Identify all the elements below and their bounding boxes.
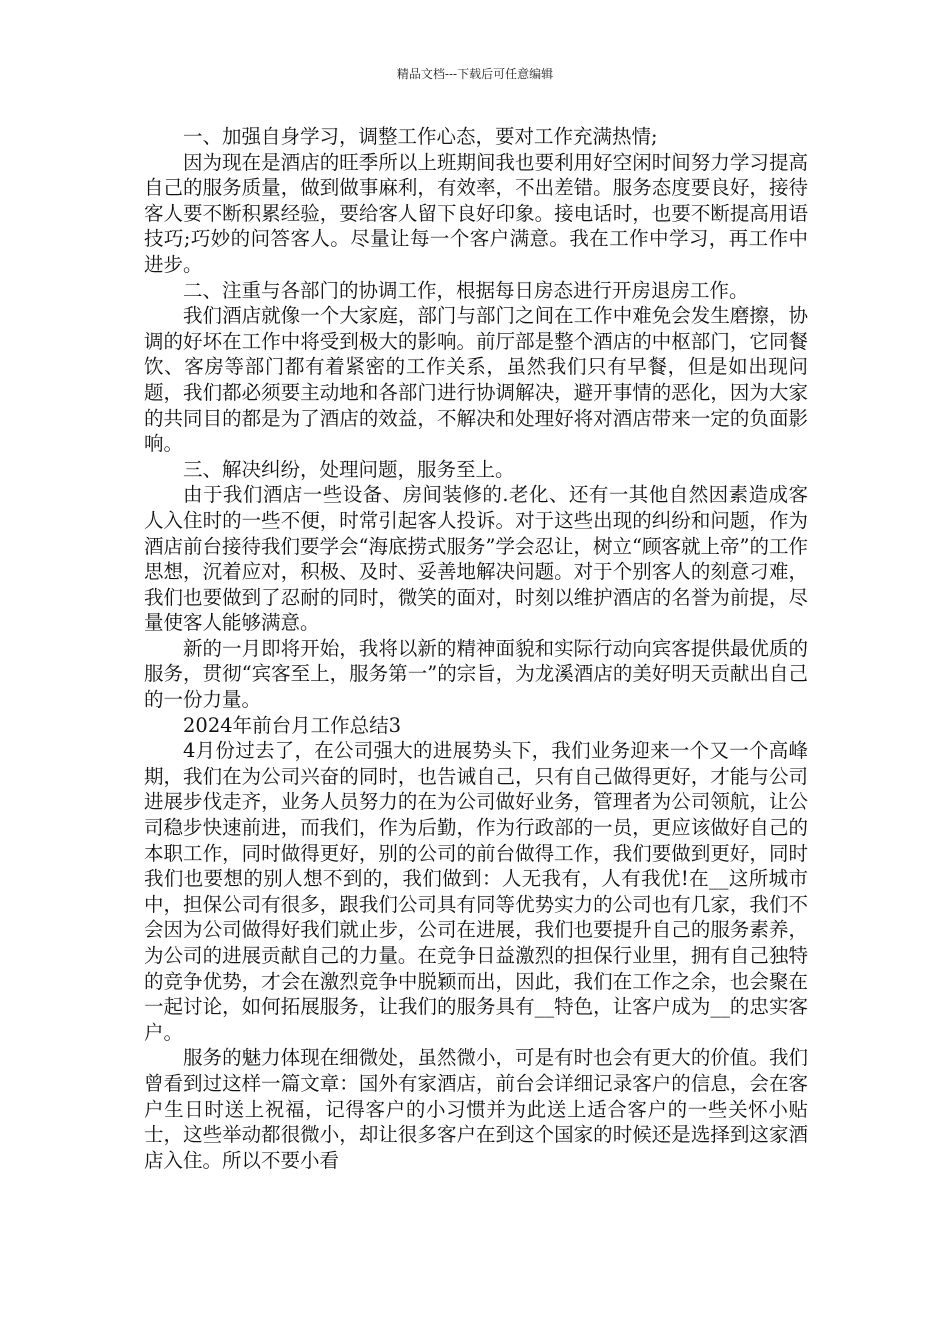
document-body [144,124,808,1173]
paragraph: 因为现在是酒店的旺季所以上班期间我也要利用好空闲时间努力学习提高自己的服务质量，做到做事麻利，有效率，不出差错。服务态度要良好，接待客人要不断积累经验，要给客人留下良好印象。接电话时，也要不断提高用语技巧;巧妙的问答客人。尽量让每一个客户满意。我在工作中学习，再工作中进步。 [144,150,808,276]
paragraph: 新的一月即将开始，我将以新的精神面貌和实际行动向宾客提供最优质的服务，贯彻“宾客至上，服务第一”的宗旨，为龙溪酒店的美好明天贡献出自己的一份力量。 [144,636,808,712]
page-header: 精品文档---下载后可任意编辑 [396,67,554,81]
section-heading-3: 三、解决纠纷，处理问题，服务至上。 [183,457,515,481]
section-heading-2: 二、注重与各部门的协调工作，根据每日房态进行开房退房工作。 [183,278,749,302]
section-heading-1: 一、加强自身学习，调整工作心态，要对工作充满热情; [183,125,658,148]
paragraph: 我们酒店就像一个大家庭，部门与部门之间在工作中难免会发生磨擦，协调的好坏在工作中将受到极大的影响。前厅部是整个酒店的中枢部门，它同餐饮、客房等部门都有着紧密的工作关系，虽然我们只有早餐，但是如出现问题，我们都必须要主动地和各部门进行协调解决，避开事情的恶化，因为大家的共同目的都是为了酒店的效益，不解决和处理好将对酒店带来一定的负面影响。 [144,304,808,456]
paragraph: 4月份过去了，在公司强大的进展势头下，我们业务迎来一个又一个高峰期，我们在为公司兴奋的同时，也告诫自己，只有自己做得更好，才能与公司进展步伐走齐，业务人员努力的在为公司做好业务，管理者为公司领航，让公司稳步快速前进，而我们，作为后勤，作为行政部的一员，更应该做好自己的本职工作，同时做得更好，别的公司的前台做得工作，我们要做到更好，同时我们也要想的别人想不到的，我们做到：人无我有，人有我优!在__这所城市中，担保公司有很多，跟我们公司具有同等优势实力的公司也有几家，我们不会因为公司做得好我们就止步，公司在进展，我们也要提升自己的服务素养，为公司的进展贡献自己的力量。在竞争日益激烈的担保行业里，拥有自己独特的竞争优势，才会在激烈竞争中脱颖而出，因此，我们在工作之余，也会聚在一起讨论，如何拓展服务，让我们的服务具有__特色，让客户成为__的忠实客户。 [144,739,808,1044]
document-subtitle: 2024年前台月工作总结3 [183,713,402,737]
paragraph: 由于我们酒店一些设备、房间装修的.老化、还有一其他自然因素造成客人入住时的一些不便，时常引起客人投诉。对于这些出现的纠纷和问题，作为酒店前台接待我们要学会“海底捞式服务”学会忍让，树立“顾客就上帝”的工作思想，沉着应对，积极、及时、妥善地解决问题。对于个别客人的刻意刁难，我们也要做到了忍耐的同时，微笑的面对，时刻以维护酒店的名誉为前提，尽量使客人能够满意。 [144,483,808,635]
paragraph: 服务的魅力体现在细微处，虽然微小，可是有时也会有更大的价值。我们曾看到过这样一篇文章：国外有家酒店，前台会详细记录客户的信息，会在客户生日时送上祝福，记得客户的小习惯并为此送上适合客户的一些关怀小贴士，这些举动都很微小，却让很多客户在到这个国家的时候还是选择到这家酒店入住。所以不要小看 [144,1046,808,1172]
